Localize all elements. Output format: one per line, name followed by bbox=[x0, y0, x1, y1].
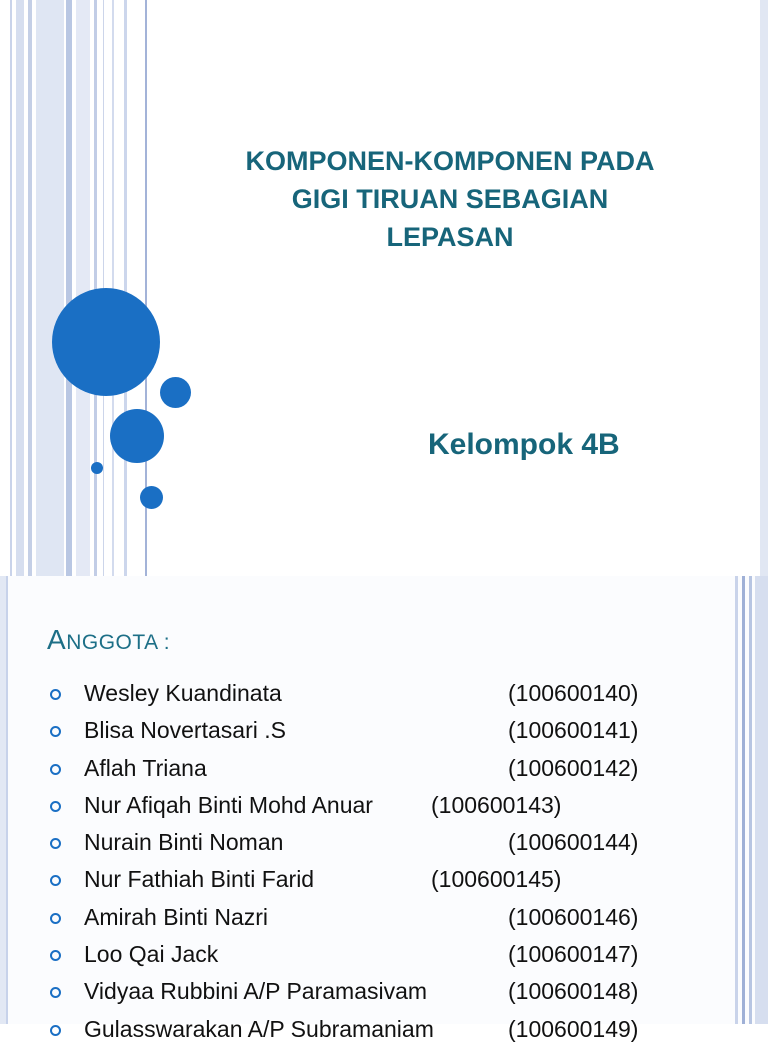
member-name: Gulasswarakan A/P Subramaniam bbox=[84, 1015, 434, 1042]
member-name: Nur Fathiah Binti Farid bbox=[84, 866, 315, 893]
slide-title-text bbox=[200, 142, 700, 256]
title-line: GIGI TIRUAN SEBAGIAN bbox=[291, 184, 609, 214]
decor-circle bbox=[140, 486, 163, 509]
members-heading bbox=[47, 624, 170, 656]
title-line: LEPASAN bbox=[386, 222, 514, 252]
decor-stripe bbox=[735, 576, 738, 1024]
bullet-icon bbox=[50, 950, 61, 961]
decor-stripe bbox=[124, 0, 127, 576]
decor-stripe bbox=[749, 576, 752, 1024]
bullet-icon bbox=[50, 1025, 61, 1036]
decor-stripe bbox=[16, 0, 24, 576]
list-item bbox=[46, 904, 686, 941]
bullet-icon bbox=[50, 913, 61, 924]
member-id: (100600140) bbox=[508, 680, 639, 706]
bullet-icon bbox=[50, 801, 61, 812]
member-id: (100600145) bbox=[431, 866, 562, 893]
member-name: Loo Qai Jack bbox=[84, 941, 219, 968]
member-id: (100600149) bbox=[508, 1015, 639, 1042]
bullet-icon bbox=[50, 726, 61, 737]
member-id: (100600148) bbox=[508, 978, 639, 1005]
member-name: Vidyaa Rubbini A/P Paramasivam bbox=[84, 978, 428, 1005]
decor-stripe bbox=[76, 0, 90, 576]
list-item bbox=[46, 792, 686, 829]
slide-subtitle: Kelompok 4B bbox=[428, 428, 620, 461]
decor-stripe bbox=[36, 0, 64, 576]
member-name: Amirah Binti Nazri bbox=[84, 903, 269, 930]
bullet-icon bbox=[50, 764, 61, 775]
list-item bbox=[46, 755, 686, 792]
decor-circle bbox=[160, 377, 191, 408]
bullet-icon bbox=[50, 838, 61, 849]
list-item bbox=[46, 866, 686, 903]
decor-circle bbox=[91, 462, 103, 474]
list-item bbox=[46, 717, 686, 754]
decor-stripe bbox=[742, 576, 745, 1024]
member-list bbox=[46, 680, 686, 1053]
member-name: Nur Afiqah Binti Mohd Anuar bbox=[84, 791, 373, 818]
member-id: (100600143) bbox=[431, 791, 562, 818]
decor-stripe bbox=[755, 576, 768, 1024]
heading-rest: NGGOTA : bbox=[66, 631, 171, 654]
heading-initial: A bbox=[47, 624, 67, 655]
decor-stripe bbox=[6, 576, 8, 1024]
list-item bbox=[46, 829, 686, 866]
bullet-icon bbox=[50, 689, 61, 700]
slide-members bbox=[0, 576, 768, 1042]
member-id: (100600146) bbox=[508, 903, 639, 930]
list-item bbox=[46, 680, 686, 717]
member-id: (100600142) bbox=[508, 754, 639, 781]
decor-stripe bbox=[10, 0, 12, 576]
decor-stripe bbox=[66, 0, 72, 576]
decor-circle bbox=[52, 288, 160, 396]
member-id: (100600147) bbox=[508, 941, 639, 968]
member-id: (100600141) bbox=[508, 717, 639, 744]
member-name: Nurain Binti Noman bbox=[84, 829, 284, 856]
member-name: Aflah Triana bbox=[84, 754, 207, 781]
bullet-icon bbox=[50, 987, 61, 998]
member-id: (100600144) bbox=[508, 829, 639, 856]
list-item bbox=[46, 978, 686, 1015]
member-name: Wesley Kuandinata bbox=[84, 680, 282, 706]
list-item bbox=[46, 1016, 686, 1053]
decor-stripe bbox=[28, 0, 32, 576]
bullet-icon bbox=[50, 875, 61, 886]
member-name: Blisa Novertasari .S bbox=[84, 717, 286, 744]
title-line: KOMPONEN-KOMPONEN PADA bbox=[245, 146, 655, 176]
decor-circle bbox=[110, 409, 164, 463]
decor-stripe bbox=[760, 0, 768, 576]
list-item bbox=[46, 941, 686, 978]
